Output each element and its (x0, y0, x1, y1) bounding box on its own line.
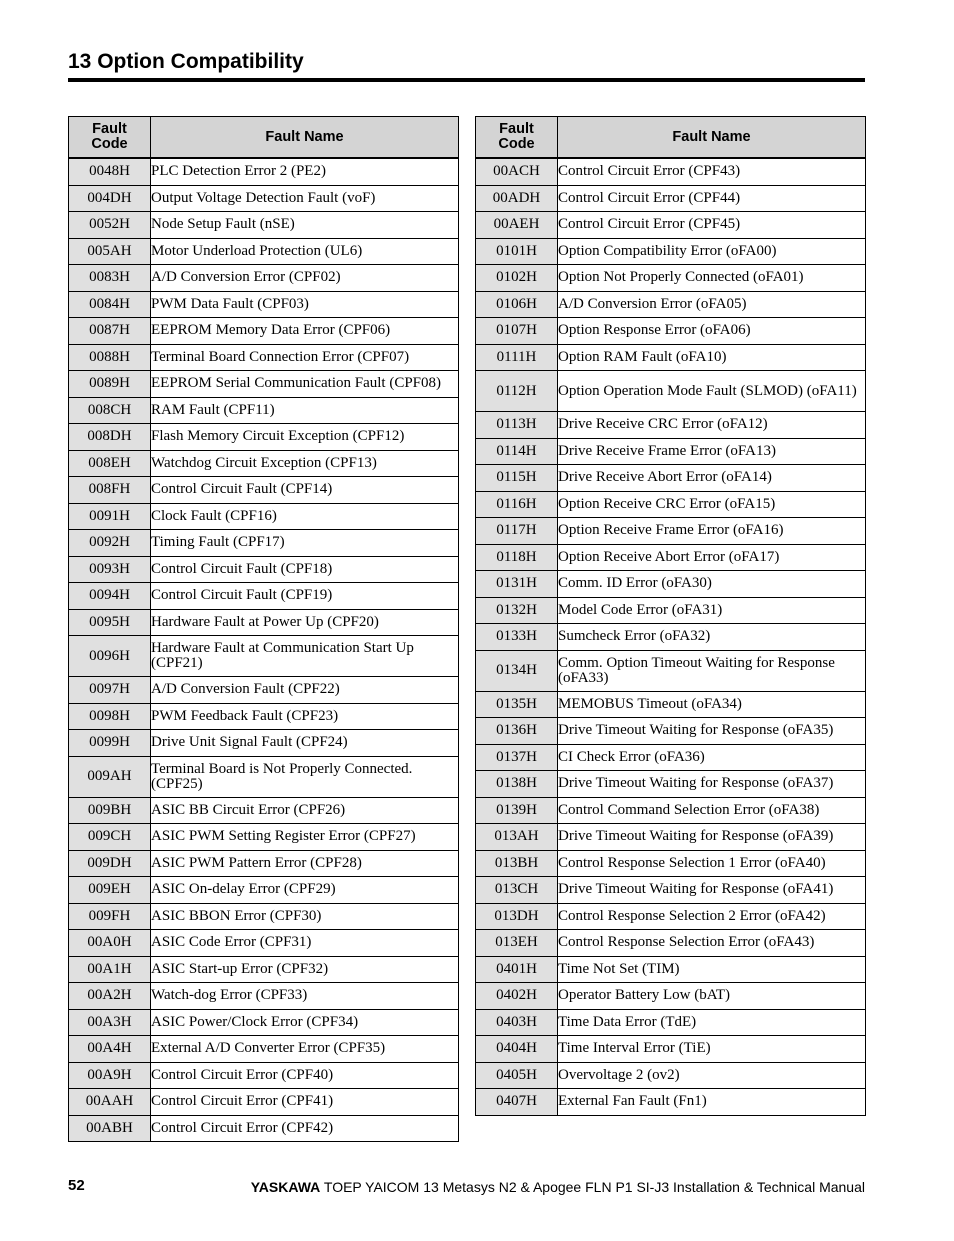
table-row (69, 797, 459, 824)
fault-code-cell: 0092H (69, 530, 151, 557)
fault-code-cell: 0113H (476, 412, 558, 439)
manual-title (251, 1179, 865, 1195)
fault-code-cell: 013BH (476, 850, 558, 877)
fault-name-cell: A/D Conversion Error (CPF02) (151, 265, 459, 292)
fault-code-cell: 0096H (69, 636, 151, 677)
fault-code-cell: 0088H (69, 344, 151, 371)
table-row (69, 877, 459, 904)
fault-code-cell: 0136H (476, 718, 558, 745)
fault-name-cell: Drive Timeout Waiting for Response (oFA35) (558, 718, 866, 745)
fault-code-cell: 0405H (476, 1062, 558, 1089)
fault-name-cell: Terminal Board Connection Error (CPF07) (151, 344, 459, 371)
fault-code-cell: 0118H (476, 544, 558, 571)
fault-code-cell: 008DH (69, 424, 151, 451)
header-fault-code: Fault Code (476, 117, 558, 159)
fault-name-cell: ASIC On-delay Error (CPF29) (151, 877, 459, 904)
table-row (476, 983, 866, 1010)
table-row (69, 450, 459, 477)
table-row (476, 344, 866, 371)
fault-name-cell: Terminal Board is Not Properly Connected. (CPF25) (151, 756, 459, 797)
fault-code-cell: 0131H (476, 571, 558, 598)
fault-name-cell: Control Circuit Error (CPF43) (558, 158, 866, 185)
fault-code-cell: 009EH (69, 877, 151, 904)
table-row (69, 1062, 459, 1089)
fault-code-cell: 0084H (69, 291, 151, 318)
fault-code-cell: 0095H (69, 609, 151, 636)
fault-name-cell: Comm. ID Error (oFA30) (558, 571, 866, 598)
fault-code-table-left (68, 116, 459, 1142)
fault-code-cell: 004DH (69, 185, 151, 212)
fault-name-cell: MEMOBUS Timeout (oFA34) (558, 691, 866, 718)
table-row (69, 318, 459, 345)
page-number: 52 (68, 1177, 85, 1194)
table-header-row (69, 117, 459, 159)
table-row (69, 212, 459, 239)
fault-code-cell: 009FH (69, 903, 151, 930)
table-row (476, 185, 866, 212)
fault-name-cell: Time Interval Error (TiE) (558, 1036, 866, 1063)
brand-name: YASKAWA (250, 1179, 321, 1195)
fault-name-cell: Drive Receive Frame Error (oFA13) (558, 438, 866, 465)
fault-name-cell: Flash Memory Circuit Exception (CPF12) (151, 424, 459, 451)
fault-name-cell: Control Command Selection Error (oFA38) (558, 797, 866, 824)
fault-name-cell: Sumcheck Error (oFA32) (558, 624, 866, 651)
fault-code-cell: 013AH (476, 824, 558, 851)
table-row (69, 903, 459, 930)
fault-name-cell: External A/D Converter Error (CPF35) (151, 1036, 459, 1063)
fault-code-cell: 0106H (476, 291, 558, 318)
table-row (476, 1062, 866, 1089)
fault-name-cell: RAM Fault (CPF11) (151, 397, 459, 424)
fault-name-cell: Clock Fault (CPF16) (151, 503, 459, 530)
fault-code-table-right (475, 116, 866, 1116)
table-row (69, 703, 459, 730)
fault-code-cell: 0089H (69, 371, 151, 398)
fault-code-cell: 0133H (476, 624, 558, 651)
table-row (476, 1089, 866, 1116)
fault-code-cell: 0139H (476, 797, 558, 824)
fault-name-cell: Control Circuit Error (CPF44) (558, 185, 866, 212)
fault-code-cell: 0401H (476, 956, 558, 983)
fault-code-cell: 0115H (476, 465, 558, 492)
fault-code-cell: 0048H (69, 158, 151, 185)
fault-code-cell: 008CH (69, 397, 151, 424)
table-row (476, 371, 866, 412)
table-row (69, 265, 459, 292)
table-row (476, 744, 866, 771)
table-row (476, 571, 866, 598)
fault-code-cell: 0132H (476, 597, 558, 624)
table-row (69, 850, 459, 877)
fault-code-cell: 009AH (69, 756, 151, 797)
fault-name-cell: Operator Battery Low (bAT) (558, 983, 866, 1010)
fault-name-cell: Node Setup Fault (nSE) (151, 212, 459, 239)
table-row (69, 185, 459, 212)
fault-name-cell: Option Operation Mode Fault (SLMOD) (oFA11) (558, 371, 866, 412)
fault-name-cell: Drive Timeout Waiting for Response (oFA39) (558, 824, 866, 851)
fault-code-cell: 0137H (476, 744, 558, 771)
fault-code-cell: 0407H (476, 1089, 558, 1116)
fault-name-cell: Control Circuit Fault (CPF18) (151, 556, 459, 583)
fault-code-cell: 0098H (69, 703, 151, 730)
table-row (69, 530, 459, 557)
fault-name-cell: ASIC Power/Clock Error (CPF34) (151, 1009, 459, 1036)
fault-name-cell: Drive Timeout Waiting for Response (oFA41) (558, 877, 866, 904)
table-row (69, 583, 459, 610)
fault-name-cell: Watch-dog Error (CPF33) (151, 983, 459, 1010)
fault-name-cell: Option Not Properly Connected (oFA01) (558, 265, 866, 292)
fault-code-cell: 0102H (476, 265, 558, 292)
fault-code-cell: 0402H (476, 983, 558, 1010)
fault-name-cell: Control Response Selection 1 Error (oFA40) (558, 850, 866, 877)
fault-code-cell: 009DH (69, 850, 151, 877)
header-fault-code: Fault Code (69, 117, 151, 159)
fault-code-cell: 0138H (476, 771, 558, 798)
fault-name-cell: Overvoltage 2 (ov2) (558, 1062, 866, 1089)
fault-code-cell: 00A3H (69, 1009, 151, 1036)
fault-code-cell: 013EH (476, 930, 558, 957)
table-row (69, 477, 459, 504)
fault-name-cell: ASIC BB Circuit Error (CPF26) (151, 797, 459, 824)
table-row (69, 956, 459, 983)
table-row (69, 238, 459, 265)
table-row (69, 730, 459, 757)
fault-name-cell: Comm. Option Timeout Waiting for Response (oFA33) (558, 650, 866, 691)
table-row (476, 544, 866, 571)
fault-code-cell: 0404H (476, 1036, 558, 1063)
fault-name-cell: Control Circuit Fault (CPF19) (151, 583, 459, 610)
right-table-body (476, 158, 866, 1115)
table-row (69, 291, 459, 318)
table-row (69, 1089, 459, 1116)
table-row (476, 624, 866, 651)
table-header-row (476, 117, 866, 159)
fault-name-cell: EEPROM Serial Communication Fault (CPF08) (151, 371, 459, 398)
table-row (476, 956, 866, 983)
fault-code-cell: 0112H (476, 371, 558, 412)
table-row (69, 756, 459, 797)
table-row (69, 824, 459, 851)
table-row (476, 238, 866, 265)
fault-name-cell: Option Receive CRC Error (oFA15) (558, 491, 866, 518)
table-row (476, 158, 866, 185)
fault-name-cell: Control Circuit Error (CPF45) (558, 212, 866, 239)
fault-name-cell: Control Circuit Error (CPF41) (151, 1089, 459, 1116)
table-row (476, 412, 866, 439)
fault-name-cell: Option Compatibility Error (oFA00) (558, 238, 866, 265)
fault-name-cell: Timing Fault (CPF17) (151, 530, 459, 557)
header-fault-name: Fault Name (151, 117, 459, 159)
fault-name-cell: PLC Detection Error 2 (PE2) (151, 158, 459, 185)
fault-code-cell: 0087H (69, 318, 151, 345)
table-row (69, 677, 459, 704)
table-row (69, 1009, 459, 1036)
fault-code-cell: 013CH (476, 877, 558, 904)
fault-code-cell: 00ACH (476, 158, 558, 185)
fault-name-cell: EEPROM Memory Data Error (CPF06) (151, 318, 459, 345)
fault-name-cell: ASIC PWM Pattern Error (CPF28) (151, 850, 459, 877)
table-row (476, 212, 866, 239)
fault-name-cell: PWM Feedback Fault (CPF23) (151, 703, 459, 730)
fault-name-cell: PWM Data Fault (CPF03) (151, 291, 459, 318)
fault-code-cell: 0116H (476, 491, 558, 518)
fault-name-cell: Drive Receive CRC Error (oFA12) (558, 412, 866, 439)
table-row (476, 597, 866, 624)
table-row (476, 850, 866, 877)
fault-name-cell: Model Code Error (oFA31) (558, 597, 866, 624)
fault-name-cell: Time Data Error (TdE) (558, 1009, 866, 1036)
table-row (69, 397, 459, 424)
fault-code-cell: 008EH (69, 450, 151, 477)
fault-code-cell: 0101H (476, 238, 558, 265)
fault-code-cell: 00ADH (476, 185, 558, 212)
fault-code-cell: 0083H (69, 265, 151, 292)
table-row (69, 609, 459, 636)
table-row (476, 797, 866, 824)
fault-code-cell: 0091H (69, 503, 151, 530)
table-row (69, 371, 459, 398)
fault-code-cell: 00A9H (69, 1062, 151, 1089)
fault-code-cell: 013DH (476, 903, 558, 930)
fault-name-cell: Option Receive Frame Error (oFA16) (558, 518, 866, 545)
fault-code-cell: 00ABH (69, 1115, 151, 1142)
fault-name-cell: Hardware Fault at Power Up (CPF20) (151, 609, 459, 636)
fault-code-cell: 0135H (476, 691, 558, 718)
section-title: 13 Option Compatibility (68, 50, 304, 73)
fault-name-cell: ASIC BBON Error (CPF30) (151, 903, 459, 930)
fault-name-cell: Control Circuit Error (CPF42) (151, 1115, 459, 1142)
fault-name-cell: Drive Timeout Waiting for Response (oFA37) (558, 771, 866, 798)
fault-name-cell: ASIC Code Error (CPF31) (151, 930, 459, 957)
table-row (69, 344, 459, 371)
fault-name-cell: Drive Receive Abort Error (oFA14) (558, 465, 866, 492)
table-row (476, 903, 866, 930)
table-row (476, 438, 866, 465)
fault-name-cell: Time Not Set (TIM) (558, 956, 866, 983)
table-row (69, 556, 459, 583)
fault-code-cell: 0111H (476, 344, 558, 371)
table-row (476, 877, 866, 904)
fault-code-cell: 00A2H (69, 983, 151, 1010)
fault-code-cell: 0403H (476, 1009, 558, 1036)
table-row (476, 291, 866, 318)
table-row (69, 424, 459, 451)
table-row (69, 158, 459, 185)
table-row (476, 691, 866, 718)
fault-code-cell: 00AEH (476, 212, 558, 239)
fault-code-cell: 0052H (69, 212, 151, 239)
fault-code-cell: 00A4H (69, 1036, 151, 1063)
header-fault-name: Fault Name (558, 117, 866, 159)
manual-title-text: TOEP YAICOM 13 Metasys N2 & Apogee FLN P1 SI-J3 Installation & Technical Manual (320, 1179, 865, 1195)
fault-code-cell: 00A0H (69, 930, 151, 957)
fault-name-cell: Option RAM Fault (oFA10) (558, 344, 866, 371)
fault-name-cell: Hardware Fault at Communication Start Up (CPF21) (151, 636, 459, 677)
table-row (476, 1009, 866, 1036)
fault-code-cell: 00AAH (69, 1089, 151, 1116)
fault-code-cell: 0093H (69, 556, 151, 583)
table-row (476, 265, 866, 292)
fault-name-cell: Drive Unit Signal Fault (CPF24) (151, 730, 459, 757)
fault-code-cell: 008FH (69, 477, 151, 504)
table-row (476, 1036, 866, 1063)
fault-code-cell: 00A1H (69, 956, 151, 983)
table-row (69, 983, 459, 1010)
fault-code-cell: 0097H (69, 677, 151, 704)
fault-name-cell: ASIC PWM Setting Register Error (CPF27) (151, 824, 459, 851)
fault-name-cell: External Fan Fault (Fn1) (558, 1089, 866, 1116)
fault-code-cell: 0114H (476, 438, 558, 465)
table-row (476, 718, 866, 745)
table-row (476, 318, 866, 345)
fault-name-cell: CI Check Error (oFA36) (558, 744, 866, 771)
table-row (476, 824, 866, 851)
fault-code-cell: 009CH (69, 824, 151, 851)
fault-name-cell: Option Receive Abort Error (oFA17) (558, 544, 866, 571)
table-row (69, 503, 459, 530)
table-row (476, 650, 866, 691)
fault-code-cell: 0117H (476, 518, 558, 545)
fault-code-cell: 0107H (476, 318, 558, 345)
table-row (476, 771, 866, 798)
table-row (69, 1036, 459, 1063)
fault-code-cell: 0099H (69, 730, 151, 757)
table-row (69, 930, 459, 957)
table-row (69, 636, 459, 677)
table-row (476, 491, 866, 518)
fault-code-cell: 005AH (69, 238, 151, 265)
fault-name-cell: Control Circuit Error (CPF40) (151, 1062, 459, 1089)
fault-name-cell: Motor Underload Protection (UL6) (151, 238, 459, 265)
title-rule (68, 78, 865, 82)
left-table-body (69, 158, 459, 1142)
fault-name-cell: Watchdog Circuit Exception (CPF13) (151, 450, 459, 477)
fault-name-cell: Control Circuit Fault (CPF14) (151, 477, 459, 504)
fault-name-cell: A/D Conversion Error (oFA05) (558, 291, 866, 318)
fault-name-cell: A/D Conversion Fault (CPF22) (151, 677, 459, 704)
table-row (69, 1115, 459, 1142)
fault-name-cell: Control Response Selection Error (oFA43) (558, 930, 866, 957)
table-row (476, 930, 866, 957)
table-row (476, 465, 866, 492)
fault-code-cell: 0134H (476, 650, 558, 691)
table-row (476, 518, 866, 545)
fault-name-cell: Option Response Error (oFA06) (558, 318, 866, 345)
fault-code-cell: 0094H (69, 583, 151, 610)
fault-code-cell: 009BH (69, 797, 151, 824)
fault-name-cell: ASIC Start-up Error (CPF32) (151, 956, 459, 983)
fault-name-cell: Output Voltage Detection Fault (voF) (151, 185, 459, 212)
fault-name-cell: Control Response Selection 2 Error (oFA42) (558, 903, 866, 930)
